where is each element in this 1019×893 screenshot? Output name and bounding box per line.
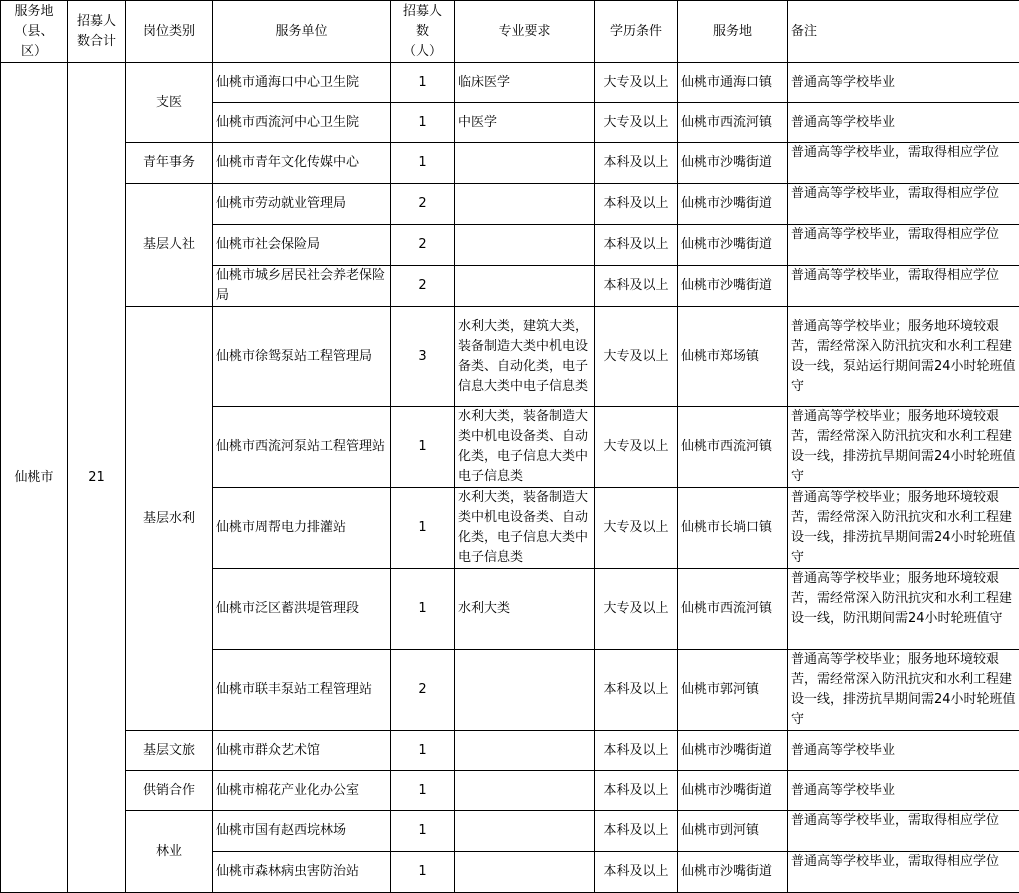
table-row [1,307,1019,407]
count-cell: 1 [391,407,455,488]
major-cell [455,852,595,893]
header-category: 岗位类别 [126,1,213,63]
major-cell: 水利大类，建筑大类，装备制造大类中机电设备类、自动化类，电子信息大类中电子信息类 [455,307,595,407]
education-cell: 本科及以上 [595,266,678,307]
header-county: 服务地 （县、 区） [1,1,68,63]
header-total: 招募人 数合计 [68,1,126,63]
place-cell: 仙桃市沙嘴街道 [678,143,788,184]
major-cell [455,184,595,225]
table-row [1,143,1019,184]
unit-cell: 仙桃市联丰泵站工程管理站 [213,650,391,731]
education-cell: 本科及以上 [595,184,678,225]
unit-cell: 仙桃市泛区蓄洪堤管理段 [213,569,391,650]
major-cell: 水利大类，装备制造大类中机电设备类、自动化类，电子信息大类中电子信息类 [455,488,595,569]
note-cell: 普通高等学校毕业，需取得相应学位 [788,184,1019,225]
education-cell: 大专及以上 [595,407,678,488]
header-major: 专业要求 [455,1,595,63]
note-cell: 普通高等学校毕业；服务地环境较艰苦，需经常深入防汛抗灾和水利工程建设一线，排涝抗旱期间需24小时轮班值守 [788,650,1019,731]
education-cell: 本科及以上 [595,225,678,266]
major-cell [455,731,595,771]
unit-cell: 仙桃市国有赵西垸林场 [213,811,391,852]
table-row [1,184,1019,225]
category-cell: 支医 [126,63,213,143]
note-cell: 普通高等学校毕业 [788,103,1019,143]
header-education: 学历条件 [595,1,678,63]
note-cell: 普通高等学校毕业，需取得相应学位 [788,266,1019,307]
place-cell: 仙桃市郑场镇 [678,307,788,407]
major-cell [455,225,595,266]
count-cell: 1 [391,103,455,143]
unit-cell: 仙桃市西流河泵站工程管理站 [213,407,391,488]
count-cell: 3 [391,307,455,407]
table-row [1,771,1019,811]
education-cell: 本科及以上 [595,771,678,811]
unit-cell: 仙桃市通海口中心卫生院 [213,63,391,103]
header-row [1,1,1019,63]
unit-cell: 仙桃市西流河中心卫生院 [213,103,391,143]
education-cell: 大专及以上 [595,103,678,143]
place-cell: 仙桃市郭河镇 [678,650,788,731]
note-cell: 普通高等学校毕业，需取得相应学位 [788,143,1019,184]
count-cell: 2 [391,650,455,731]
unit-cell: 仙桃市森林病虫害防治站 [213,852,391,893]
place-cell: 仙桃市剅河镇 [678,811,788,852]
place-cell: 仙桃市沙嘴街道 [678,771,788,811]
table-row [1,731,1019,771]
major-cell: 水利大类，装备制造大类中机电设备类、自动化类，电子信息大类中电子信息类 [455,407,595,488]
major-cell [455,771,595,811]
education-cell: 本科及以上 [595,650,678,731]
major-cell [455,650,595,731]
count-cell: 2 [391,266,455,307]
major-cell [455,143,595,184]
place-cell: 仙桃市西流河镇 [678,103,788,143]
category-cell: 林业 [126,811,213,893]
count-cell: 1 [391,569,455,650]
place-cell: 仙桃市沙嘴街道 [678,731,788,771]
major-cell [455,811,595,852]
header-place: 服务地 [678,1,788,63]
count-cell: 2 [391,225,455,266]
note-cell: 普通高等学校毕业，需取得相应学位 [788,811,1019,852]
unit-cell: 仙桃市群众艺术馆 [213,731,391,771]
note-cell: 普通高等学校毕业 [788,771,1019,811]
count-cell: 1 [391,852,455,893]
place-cell: 仙桃市通海口镇 [678,63,788,103]
count-cell: 1 [391,811,455,852]
education-cell: 大专及以上 [595,569,678,650]
total-cell: 21 [68,63,126,893]
unit-cell: 仙桃市周帮电力排灌站 [213,488,391,569]
category-cell: 青年事务 [126,143,213,184]
place-cell: 仙桃市长埫口镇 [678,488,788,569]
education-cell: 本科及以上 [595,811,678,852]
place-cell: 仙桃市西流河镇 [678,407,788,488]
note-cell: 普通高等学校毕业；服务地环境较艰苦，需经常深入防汛抗灾和水利工程建设一线，泵站运行期间需24小时轮班值守 [788,307,1019,407]
unit-cell: 仙桃市徐鸳泵站工程管理局 [213,307,391,407]
major-cell: 水利大类 [455,569,595,650]
place-cell: 仙桃市沙嘴街道 [678,852,788,893]
unit-cell: 仙桃市城乡居民社会养老保险局 [213,266,391,307]
category-cell: 基层水利 [126,307,213,731]
county-cell: 仙桃市 [1,63,68,893]
note-cell: 普通高等学校毕业，需取得相应学位 [788,852,1019,893]
place-cell: 仙桃市沙嘴街道 [678,266,788,307]
education-cell: 本科及以上 [595,731,678,771]
count-cell: 2 [391,184,455,225]
table-row [1,63,1019,103]
header-count: 招募人 数 （人） [391,1,455,63]
note-cell: 普通高等学校毕业 [788,731,1019,771]
category-cell: 供销合作 [126,771,213,811]
count-cell: 1 [391,143,455,184]
header-unit: 服务单位 [213,1,391,63]
education-cell: 本科及以上 [595,852,678,893]
note-cell: 普通高等学校毕业；服务地环境较艰苦，需经常深入防汛抗灾和水利工程建设一线，排涝抗旱期间需24小时轮班值守 [788,488,1019,569]
count-cell: 1 [391,731,455,771]
category-cell: 基层人社 [126,184,213,307]
table-row [1,811,1019,852]
header-note: 备注 [788,1,1019,63]
unit-cell: 仙桃市青年文化传媒中心 [213,143,391,184]
note-cell: 普通高等学校毕业；服务地环境较艰苦，需经常深入防汛抗灾和水利工程建设一线，防汛期间需24小时轮班值守 [788,569,1019,650]
major-cell [455,266,595,307]
education-cell: 大专及以上 [595,488,678,569]
category-cell: 基层文旅 [126,731,213,771]
education-cell: 大专及以上 [595,307,678,407]
major-cell: 临床医学 [455,63,595,103]
note-cell: 普通高等学校毕业，需取得相应学位 [788,225,1019,266]
unit-cell: 仙桃市劳动就业管理局 [213,184,391,225]
unit-cell: 仙桃市棉花产业化办公室 [213,771,391,811]
place-cell: 仙桃市沙嘴街道 [678,225,788,266]
education-cell: 本科及以上 [595,143,678,184]
place-cell: 仙桃市沙嘴街道 [678,184,788,225]
count-cell: 1 [391,771,455,811]
education-cell: 大专及以上 [595,63,678,103]
note-cell: 普通高等学校毕业；服务地环境较艰苦，需经常深入防汛抗灾和水利工程建设一线，排涝抗旱期间需24小时轮班值守 [788,407,1019,488]
count-cell: 1 [391,63,455,103]
count-cell: 1 [391,488,455,569]
unit-cell: 仙桃市社会保险局 [213,225,391,266]
note-cell: 普通高等学校毕业 [788,63,1019,103]
major-cell: 中医学 [455,103,595,143]
place-cell: 仙桃市西流河镇 [678,569,788,650]
